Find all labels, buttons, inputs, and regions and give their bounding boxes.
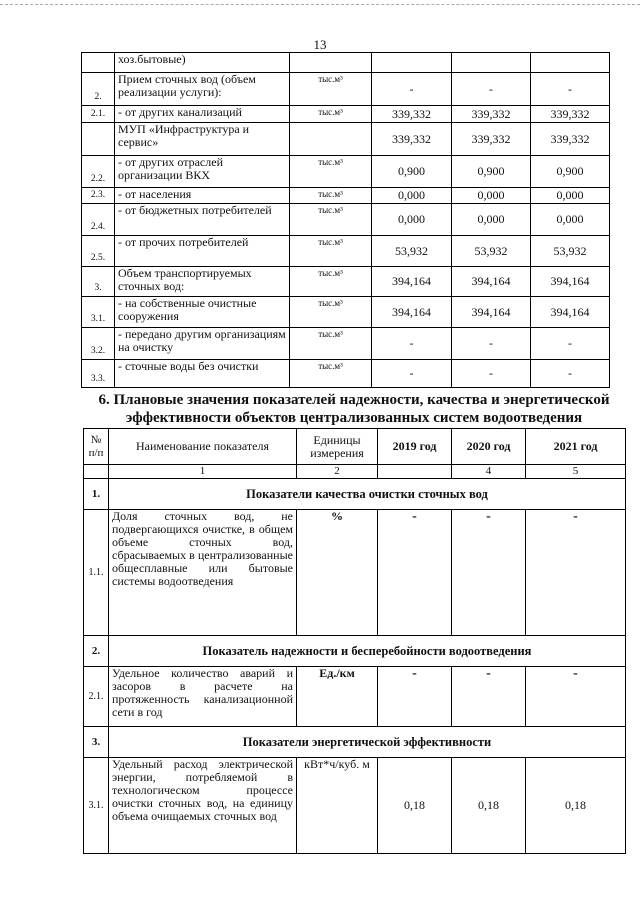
header-unit: Единицы измерения (297, 429, 378, 465)
section-title: Показатели качества очистки сточных вод (109, 479, 626, 510)
row-number: 3.3. (82, 360, 115, 388)
row-unit: тыс.м³ (290, 106, 372, 123)
wastewater-volume-table (81, 52, 610, 388)
row-value-2020: - (452, 73, 531, 106)
indicator-value-2021: - (526, 667, 626, 727)
row-number: 2. (82, 73, 115, 106)
row-number: 2.2. (82, 156, 115, 188)
row-value-2021: 0,000 (531, 204, 610, 236)
indicator-number: 3.1. (84, 758, 109, 854)
table-row (82, 267, 610, 297)
row-value-2019 (372, 53, 452, 73)
row-value-2021: 394,164 (531, 267, 610, 297)
table-row (82, 123, 610, 156)
indicator-value-2019: 0,18 (378, 758, 452, 854)
row-value-2020: - (452, 360, 531, 388)
row-unit: тыс.м³ (290, 188, 372, 204)
row-value-2021 (531, 53, 610, 73)
row-name: МУП «Инфраструктура и сервис» (115, 123, 290, 156)
indicator-value-2019: - (378, 667, 452, 727)
row-number (82, 53, 115, 73)
section-title: Показатели энергетической эффективности (109, 727, 626, 758)
indicator-value-2020: - (452, 667, 526, 727)
indicator-description: Удельное количество аварий и засоров в расчете на протяженность канализационной сети в год (109, 667, 297, 727)
row-unit: тыс.м³ (290, 236, 372, 267)
section-title: Показатель надежности и бесперебойности водоотведения (109, 636, 626, 667)
table-row (82, 204, 610, 236)
row-number: 2.5. (82, 236, 115, 267)
row-value-2020 (452, 53, 531, 73)
row-name: - от других канализаций (115, 106, 290, 123)
row-value-2021: - (531, 360, 610, 388)
row-value-2019: 0,000 (372, 188, 452, 204)
row-number: 3.1. (82, 297, 115, 328)
row-number: 3.2. (82, 328, 115, 360)
row-name: - от населения (115, 188, 290, 204)
section-6-heading (84, 391, 624, 427)
header-2021: 2021 год (526, 429, 626, 465)
row-name: хоз.бытовые) (115, 53, 290, 73)
row-value-2019: - (372, 360, 452, 388)
indicator-value-2020: - (452, 510, 526, 636)
section-number: 2. (84, 636, 109, 667)
row-value-2019: 0,000 (372, 204, 452, 236)
row-value-2019: 53,932 (372, 236, 452, 267)
row-value-2020: 53,932 (452, 236, 531, 267)
indicator-value-2019: - (378, 510, 452, 636)
indicator-value-2021: 0,18 (526, 758, 626, 854)
indicators-header-row (84, 429, 626, 465)
row-unit: тыс.м³ (290, 156, 372, 188)
colnum-5: 5 (526, 465, 626, 479)
table-row (82, 360, 610, 388)
row-value-2020: 0,000 (452, 204, 531, 236)
row-name: - сточные воды без очистки (115, 360, 290, 388)
row-unit: тыс.м³ (290, 73, 372, 106)
header-2020: 2020 год (452, 429, 526, 465)
section-row (84, 727, 626, 758)
colnum-2: 2 (297, 465, 378, 479)
indicator-unit: Ед./км (297, 667, 378, 727)
indicator-row (84, 667, 626, 727)
row-value-2021: 339,332 (531, 106, 610, 123)
section-number: 3. (84, 727, 109, 758)
row-number: 2.3. (82, 188, 115, 204)
row-name: - от других отраслей организации ВКХ (115, 156, 290, 188)
row-name: - от прочих потребителей (115, 236, 290, 267)
indicator-value-2020: 0,18 (452, 758, 526, 854)
indicator-row (84, 510, 626, 636)
indicator-number: 1.1. (84, 510, 109, 636)
indicator-description: Доля сточных вод, не подвергающихся очистке, в общем объеме сточных вод, сбрасываемых в централизованные общесплавные или бытовые системы водоотведения (109, 510, 297, 636)
row-value-2020: 339,332 (452, 106, 531, 123)
section-6-title-line1: 6. Плановые значения показателей надежности, качества и энергетической (98, 392, 610, 408)
row-unit (290, 53, 372, 73)
row-name: - от бюджетных потребителей (115, 204, 290, 236)
row-value-2021: - (531, 328, 610, 360)
row-value-2019: 0,900 (372, 156, 452, 188)
row-name: Объем транспортируемых сточных вод: (115, 267, 290, 297)
indicator-row (84, 758, 626, 854)
colnum-1: 1 (109, 465, 297, 479)
colnum-4: 4 (452, 465, 526, 479)
row-value-2019: 339,332 (372, 106, 452, 123)
row-unit: тыс.м³ (290, 328, 372, 360)
row-value-2019: 394,164 (372, 297, 452, 328)
header-name: Наименование показателя (109, 429, 297, 465)
row-number (82, 123, 115, 156)
row-number: 2.4. (82, 204, 115, 236)
section-row (84, 479, 626, 510)
row-name: Прием сточных вод (объем реализации услуги): (115, 73, 290, 106)
row-number: 3. (82, 267, 115, 297)
section-row (84, 636, 626, 667)
row-unit: тыс.м³ (290, 297, 372, 328)
row-value-2019: 394,164 (372, 267, 452, 297)
indicator-value-2021: - (526, 510, 626, 636)
section-number: 1. (84, 479, 109, 510)
row-name: - передано другим организациям на очистку (115, 328, 290, 360)
row-value-2020: 339,332 (452, 123, 531, 156)
row-unit: тыс.м³ (290, 204, 372, 236)
table-row (82, 156, 610, 188)
indicators-table (83, 428, 626, 854)
table-row (82, 106, 610, 123)
row-value-2019: - (372, 328, 452, 360)
row-value-2021: 339,332 (531, 123, 610, 156)
header-num: № п/п (84, 429, 109, 465)
section-6-title-line2: эффективности объектов централизованных систем водоотведения (125, 410, 583, 426)
row-unit (290, 123, 372, 156)
row-value-2019: - (372, 73, 452, 106)
row-unit: тыс.м³ (290, 267, 372, 297)
header-2019: 2019 год (378, 429, 452, 465)
row-value-2021: - (531, 73, 610, 106)
table-row (82, 188, 610, 204)
row-value-2021: 0,900 (531, 156, 610, 188)
row-value-2020: 394,164 (452, 267, 531, 297)
row-unit: тыс.м³ (290, 360, 372, 388)
table-row (82, 236, 610, 267)
table-row (82, 53, 610, 73)
column-number-row (84, 465, 626, 479)
row-value-2021: 53,932 (531, 236, 610, 267)
indicator-number: 2.1. (84, 667, 109, 727)
table-row (82, 297, 610, 328)
page-number: 13 (313, 37, 327, 52)
scan-top-edge (0, 4, 640, 5)
row-value-2020: 394,164 (452, 297, 531, 328)
table-row (82, 73, 610, 106)
row-value-2021: 0,000 (531, 188, 610, 204)
row-number: 2.1. (82, 106, 115, 123)
row-value-2020: 0,000 (452, 188, 531, 204)
indicator-unit: кВт*ч/куб. м (297, 758, 378, 854)
row-name: - на собственные очистные сооружения (115, 297, 290, 328)
row-value-2020: 0,900 (452, 156, 531, 188)
indicator-unit: % (297, 510, 378, 636)
row-value-2020: - (452, 328, 531, 360)
row-value-2021: 394,164 (531, 297, 610, 328)
row-value-2019: 339,332 (372, 123, 452, 156)
indicator-description: Удельный расход электрической энергии, потребляемой в технологическом процессе очистки сточных вод, на единицу объема очищаемых сточных вод (109, 758, 297, 854)
table-row (82, 328, 610, 360)
